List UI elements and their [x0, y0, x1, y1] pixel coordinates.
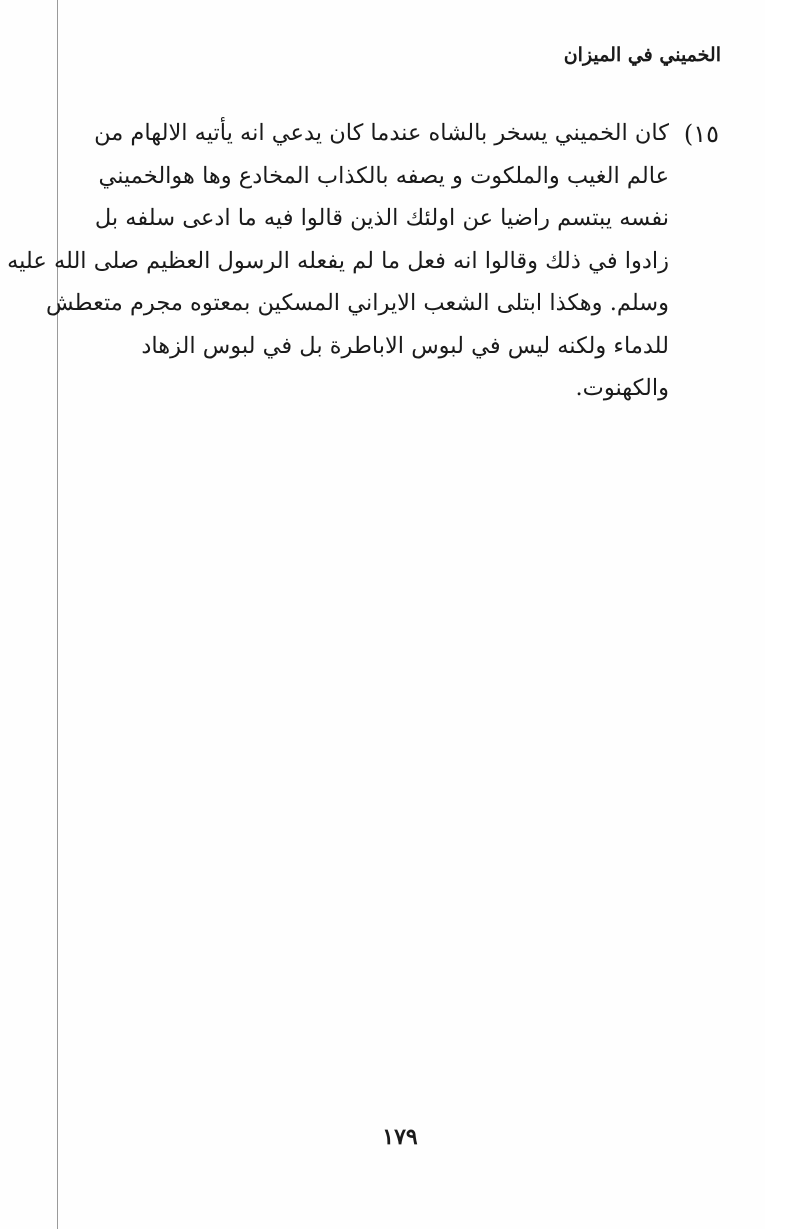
body-line: وسلم. وهكذا ابتلى الشعب الايراني المسكين بمعتوه مجرم متعطش: [45, 290, 669, 316]
body-line: للدماء ولكنه ليس في لبوس الاباطرة بل في لبوس الزهاد: [141, 332, 669, 359]
body-line: نفسه يبتسم راضيا عن اولئك الذين قالوا فيه ما ادعى سلفه بل: [94, 205, 669, 231]
page-edge-line: [57, 0, 58, 1229]
body-line: كان الخميني يسخر بالشاه عندما كان يدعي انه يأتيه الالهام من: [94, 120, 669, 146]
body-line: عالم الغيب والملكوت و يصفه بالكذاب المخادع وها هوالخميني: [98, 162, 669, 189]
body-line: زادوا في ذلك وقالوا انه فعل ما لم يفعله الرسول العظيم صلى الله عليه: [7, 247, 669, 274]
body-paragraph: [7, 112, 669, 410]
running-header: الخميني في الميزان: [563, 44, 721, 66]
item-number: ١٥): [683, 120, 719, 148]
page-number: ١٧٩: [382, 1124, 418, 1150]
body-line: والكهنوت.: [575, 375, 669, 401]
